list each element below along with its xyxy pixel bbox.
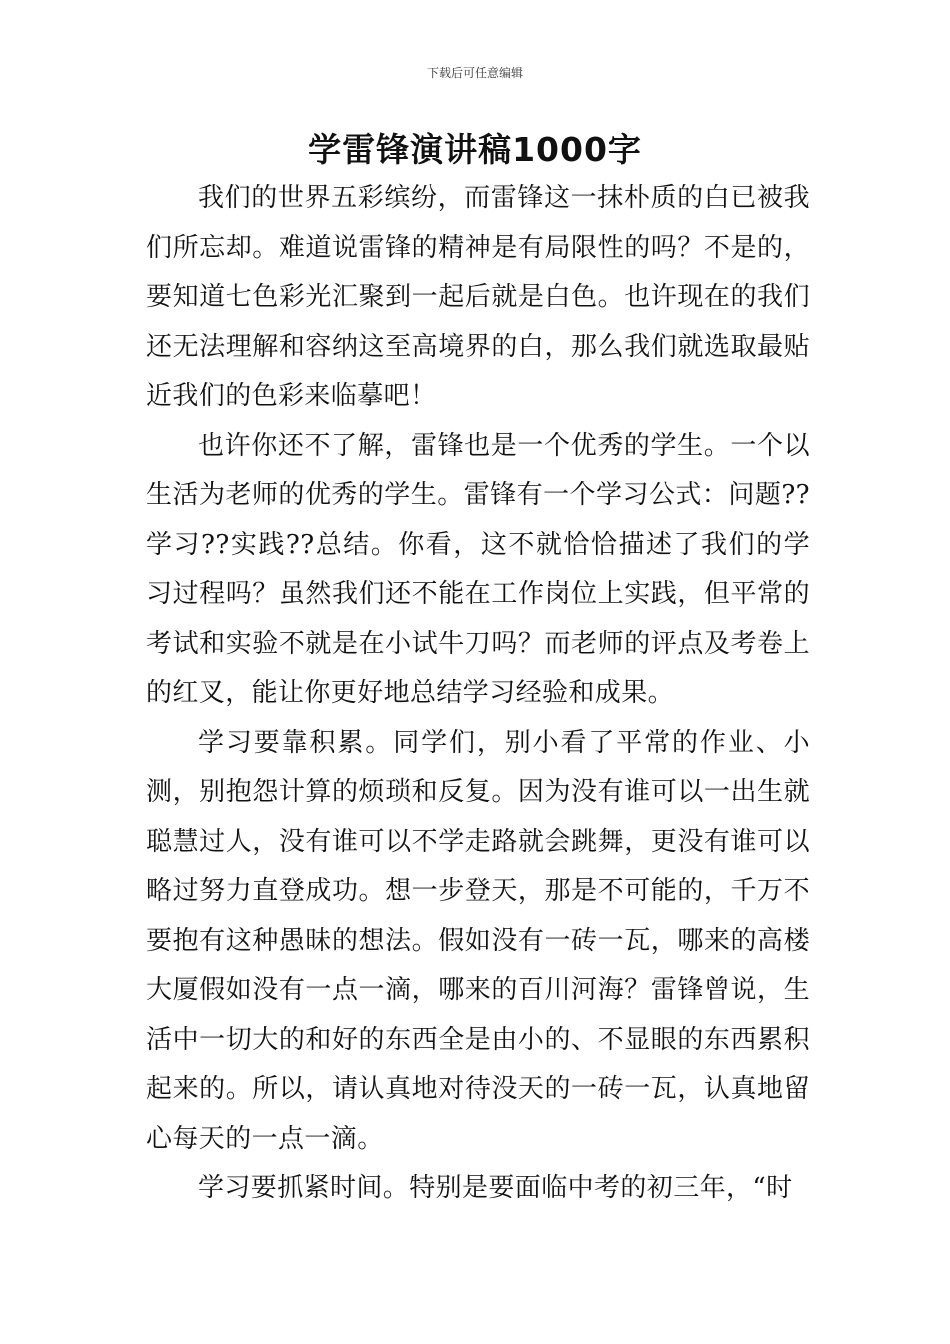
header-note: 下载后可任意编辑 xyxy=(426,66,523,80)
paragraph: 学习要靠积累。同学们，别小看了平常的作业、小测，别抱怨计算的烦琐和反复。因为没有谁可以一出生就聪慧过人，没有谁可以不学走路就会跳舞，更没有谁可以略过努力直登成功。想一步登天，那是不可能的，千万不要抱有这种愚昧的想法。假如没有一砖一瓦，哪来的高楼大厦假如没有一点一滴，哪来的百川河海？雷锋曾说，生活中一切大的和好的东西全是由小的、不显眼的东西累积起来的。所以，请认真地对待没天的一砖一瓦，认真地留心每天的一点一滴。 xyxy=(146,727,810,1154)
paragraph: 我们的世界五彩缤纷，而雷锋这一抹朴质的白已被我们所忘却。难道说雷锋的精神是有局限性的吗？不是的，要知道七色彩光汇聚到一起后就是白色。也许现在的我们还无法理解和容纳这至高境界的白，那么我们就选取最贴近我们的色彩来临摹吧！ xyxy=(146,183,810,411)
paragraph: 学习要抓紧时间。特别是要面临中考的初三年，“时 xyxy=(198,1173,793,1203)
document-title: 学雷锋演讲稿1000字 xyxy=(308,130,642,169)
document-body xyxy=(146,174,810,1214)
paragraph: 也许你还不了解，雷锋也是一个优秀的学生。一个以生活为老师的优秀的学生。雷锋有一个学习公式：问题??学习??实践??总结。你看，这不就恰恰描述了我们的学习过程吗？虽然我们还不能在工作岗位上实践，但平常的考试和实验不就是在小试牛刀吗？而老师的评点及考卷上的红叉，能让你更好地总结学习经验和成果。 xyxy=(146,430,810,708)
